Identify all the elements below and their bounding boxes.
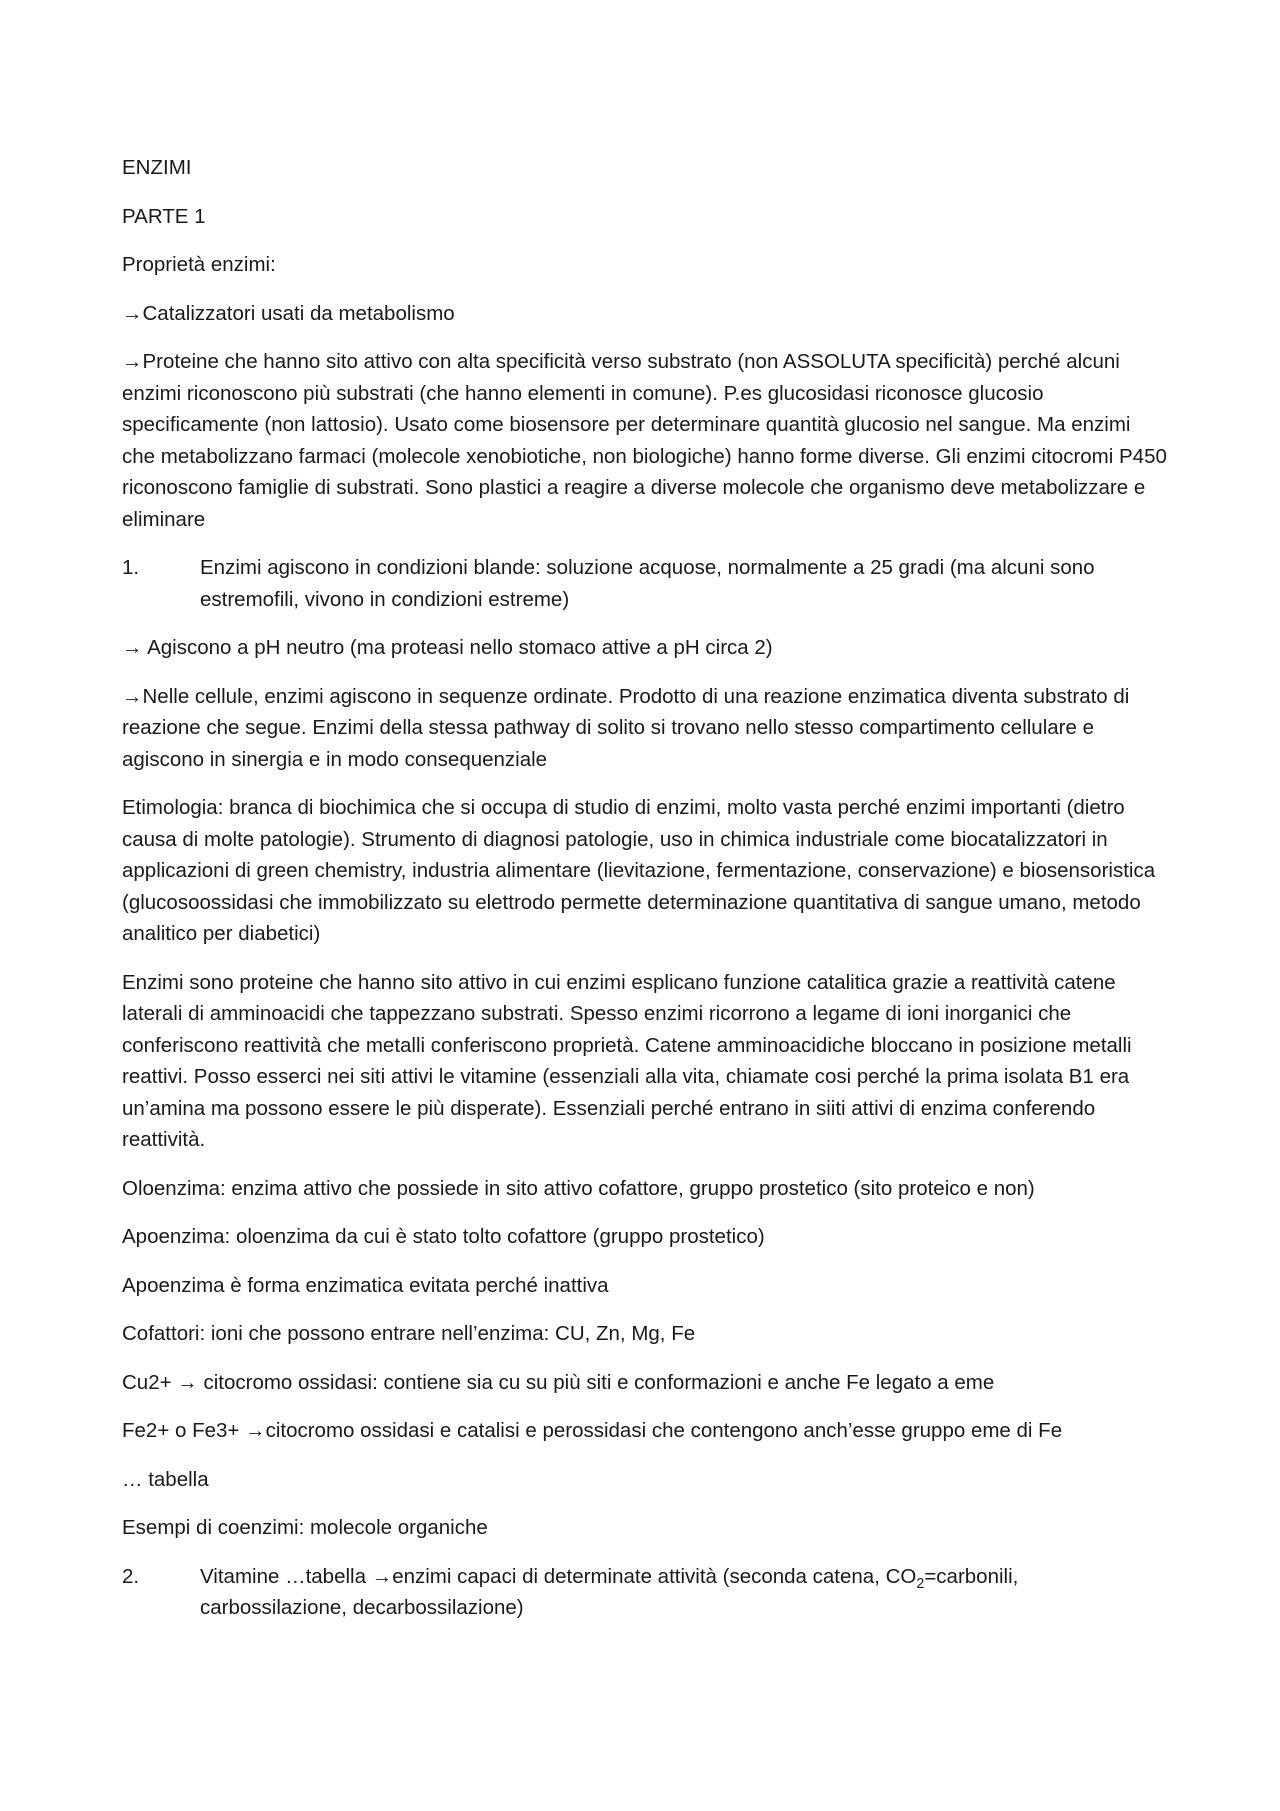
paragraph-apoenzima: Apoenzima: oloenzima da cui è stato tolto cofattore (gruppo prostetico) xyxy=(122,1225,765,1248)
paragraph-cu: Cu2+ → citocromo ossidasi: contiene sia cu su più siti e conformazioni e anche Fe legato a eme xyxy=(122,1370,995,1394)
subscript: 2 xyxy=(916,1575,925,1592)
document-page xyxy=(122,152,1167,1641)
paragraph-oloenzima: Oloenzima: enzima attivo che possiede in sito attivo cofattore, gruppo prostetico (sito proteico e non) xyxy=(122,1176,1035,1200)
paragraph-cells: →Nelle cellule, enzimi agiscono in sequenze ordinate. Prodotto di una reazione enzimatica diventa substrato di reazione che segue. Enzimi della stessa pathway di solito si trovano nello stesso compartimento cellulare e agiscono in sinergia e in modo consequenziale xyxy=(122,684,1130,771)
document-subtitle: PARTE 1 xyxy=(122,204,206,228)
list-text: Enzimi agiscono in condizioni blande: soluzione acquose, normalmente a 25 gradi (ma alcuni sono estremofili, vivono in condizioni estreme) xyxy=(200,556,1095,611)
list-number: 2. xyxy=(122,1564,140,1588)
list-text xyxy=(200,1561,1167,1624)
list-number: 1. xyxy=(122,556,140,579)
paragraph-ph: → Agiscono a pH neutro (ma proteasi nello stomaco attive a pH circa 2) xyxy=(122,636,773,659)
list-text-part: Vitamine …tabella →enzimi capaci di determinate attività (seconda catena, CO xyxy=(200,1564,917,1588)
paragraph-catalyzers: →Catalizzatori usati da metabolismo xyxy=(122,301,455,325)
paragraph-cofattori: Cofattori: ioni che possono entrare nell’enzima: CU, Zn, Mg, Fe xyxy=(122,1322,696,1345)
list-item xyxy=(122,552,1167,615)
document-title: ENZIMI xyxy=(122,156,192,179)
paragraph-apoenzima-forma: Apoenzima è forma enzimatica evitata perché inattiva xyxy=(122,1273,609,1297)
list-item xyxy=(122,1561,1167,1624)
paragraph-tabella: … tabella xyxy=(122,1467,209,1491)
paragraph-proteins: →Proteine che hanno sito attivo con alta specificità verso substrato (non ASSOLUTA specificità) perché alcuni enzimi riconoscono più substrati (che hanno elementi in comune). P.es glucosidasi riconosce glucosio specificamente (non lattosio). Usato come biosensore per determinare quantità glucosio nel sangue. Ma enzimi che metabolizzano farmaci (molecole xenobiotiche, non biologiche) hanno forme diverse. Gli enzimi citocromi P450 riconoscono famiglie di substrati. Sono plastici a reagire a diverse molecole che organismo deve metabolizzare e eliminare xyxy=(122,350,1167,531)
paragraph-fe: Fe2+ o Fe3+ →citocromo ossidasi e catalisi e perossidasi che contengono anch’esse gruppo eme di Fe xyxy=(122,1419,1063,1442)
paragraph-coenzimi: Esempi di coenzimi: molecole organiche xyxy=(122,1516,488,1539)
paragraph-enzimi-proteine: Enzimi sono proteine che hanno sito attivo in cui enzimi esplicano funzione catalitica grazie a reattività catene laterali di amminoacidi che tappezzano substrati. Spesso enzimi ricorrono a legame di ioni inorganici che conferiscono reattività che metalli conferiscono proprietà. Catene amminoacidiche bloccano in posizione metalli reattivi. Posso esserci nei siti attivi le vitamine (essenziali alla vita, chiamate cosi perché la prima isolata B1 era un’amina ma possono essere le più disperate). Essenziali perché entrano in siiti attivi di enzima conferendo reattività. xyxy=(122,970,1132,1151)
paragraph-etimologia: Etimologia: branca di biochimica che si occupa di studio di enzimi, molto vasta perché enzimi importanti (dietro causa di molte patologie). Strumento di diagnosi patologie, uso in chimica industriale come biocatalizzatori in applicazioni di green chemistry, industria alimentare (lievitazione, fermentazione, conservazione) e biosensoristica (glucosoossidasi che immobilizzato su elettrodo permette determinazione quantitativa di sangue umano, metodo analitico per diabetici) xyxy=(122,796,1156,945)
properties-heading: Proprietà enzimi: xyxy=(122,253,276,276)
list-text-part: =carbonili, carbossilazione, decarbossilazione) xyxy=(200,1564,1019,1619)
